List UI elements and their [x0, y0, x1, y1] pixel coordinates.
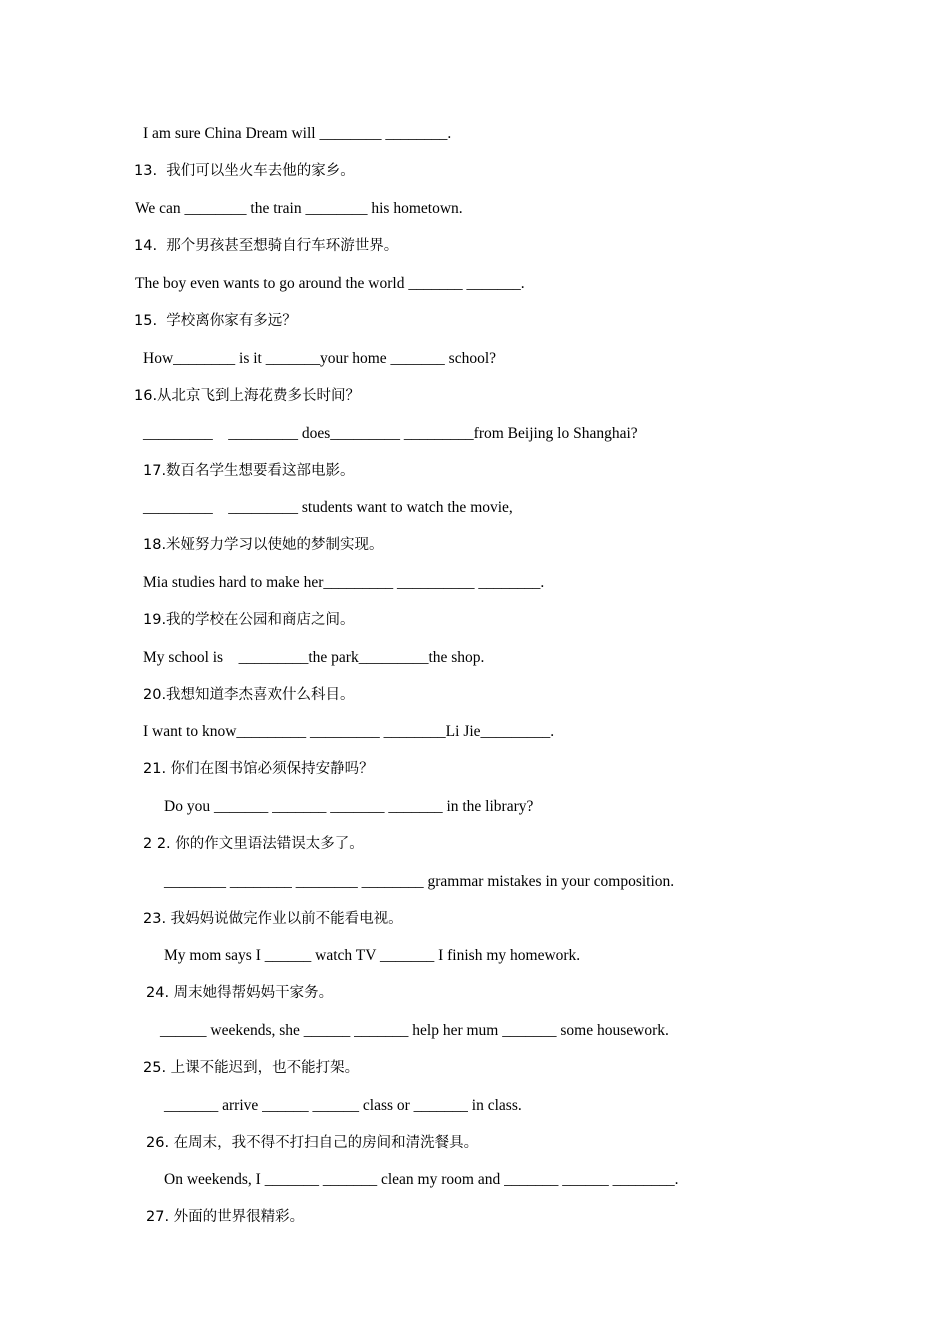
question-18: 18.米娅努力学习以使她的梦制实现。	[143, 537, 384, 553]
answer-line-25: _______ arrive ______ ______ class or _______ in class.	[164, 1097, 522, 1114]
answer-line-19: My school is _________the park_________the shop.	[143, 649, 485, 666]
answer-line-17: _________ _________ students want to watch the movie,	[143, 499, 513, 516]
question-17: 17.数百名学生想要看这部电影。	[143, 463, 355, 479]
question-26: 26. 在周末，我不得不打扫自己的房间和清洗餐具。	[146, 1135, 479, 1151]
answer-line-14: The boy even wants to go around the world _______ _______.	[135, 275, 525, 292]
question-16: 16.从北京飞到上海花费多长时间？	[134, 388, 361, 404]
answer-line-20: I want to know_________ _________ ________Li Jie_________.	[143, 723, 555, 740]
answer-line-23: My mom says I ______ watch TV _______ I finish my homework.	[164, 947, 581, 964]
question-14: 14. 那个男孩甚至想骑自行车环游世界。	[134, 238, 399, 254]
answer-line-13: We can ________ the train ________ his hometown.	[135, 200, 463, 217]
answer-line-16: _________ _________ does_________ _________from Beijing lo Shanghai?	[143, 425, 638, 442]
answer-line-26: On weekends, I _______ _______ clean my room and _______ ______ ________.	[164, 1171, 679, 1188]
question-13: 13. 我们可以坐火车去他的家乡。	[134, 163, 355, 179]
answer-line-24: ______ weekends, she ______ _______ help her mum _______ some housework.	[160, 1022, 669, 1039]
answer-line-12: I am sure China Dream will ________ ________.	[143, 125, 452, 142]
question-15: 15. 学校离你家有多远？	[134, 313, 297, 329]
question-24: 24. 周末她得帮妈妈干家务。	[146, 985, 334, 1001]
question-23: 23. 我妈妈说做完作业以前不能看电视。	[143, 911, 403, 927]
question-27: 27. 外面的世界很精彩。	[146, 1209, 305, 1225]
question-22: 2 2. 你的作文里语法错误太多了。	[143, 836, 364, 852]
question-25: 25. 上课不能迟到，也不能打架。	[143, 1060, 360, 1076]
answer-line-21: Do you _______ _______ _______ _______ in the library?	[164, 798, 534, 815]
question-20: 20.我想知道李杰喜欢什么科目。	[143, 687, 355, 703]
answer-line-15: How________ is it _______your home _______ school?	[143, 350, 497, 367]
answer-line-22: ________ ________ ________ ________ grammar mistakes in your composition.	[164, 873, 675, 890]
answer-line-18: Mia studies hard to make her_________ __________ ________.	[143, 574, 545, 591]
question-21: 21. 你们在图书馆必须保持安静吗？	[143, 761, 374, 777]
question-19: 19.我的学校在公园和商店之间。	[143, 612, 355, 628]
